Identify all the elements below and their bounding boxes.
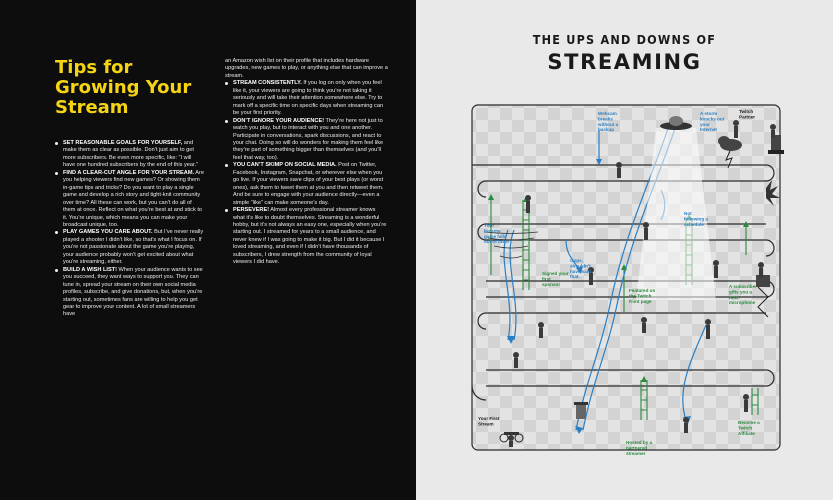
label-first-stream: Your First Stream [478,416,500,427]
tip-body: When your audience wants to see you succeed, they want ways to support you. They can tune in, spread your stream on their own social media profiles, subscribe, and give donations, but, when you’re starting out, sometimes fans are willing to help you get gear to improve your content. A lot of small streamers have [63,266,203,318]
tip-heading: STREAM CONSISTENTLY. [233,80,302,87]
tip-body: Post on Twitter, Facebook, Instagram, Snapchat, or wherever else when you go live. If your viewers save clips of your best plays (or worst ones), ask them to tweet them at you and then retweet them. And be sure to engage with your audience directly—even a simple “like” can make someone’s day. [233,162,384,206]
label-webcam: Webcam breaks without a backup [598,111,619,133]
title-line-3: Stream [55,97,129,118]
label-favorite-game: Your favorite game falls out of favor [484,223,510,245]
tip-item [225,80,388,117]
label-storm: A storm knocks out your Internet [700,111,725,133]
tip-item [55,229,205,266]
tip-item [55,140,205,170]
tip-body: Almost every professional streamer knows what it’s like to doubt themselves. Streaming is a wonderful hobby, but it’s not always an easy one, especially when you’re starting out. I streamed for years to a small audience, and never knew if I was going to make it big. But I did it because I loved streaming, and even if I didn’t have thousands of subscribers, I drew strength from the community of loyal viewers I did have. [233,207,387,266]
label-not-following: Not following a schedule [684,211,708,227]
label-signed-sponsor: Signed your first sponsor [542,271,569,287]
board-frame [472,105,780,450]
infographic-title: STREAMING [547,50,702,74]
page-title [55,58,205,118]
title-line-2: Growing Your [55,77,192,98]
infographic-subtitle: THE UPS AND DOWNS OF [532,32,717,47]
tip-item [225,118,388,163]
tip-item [55,267,205,319]
tip-heading: BUILD A WISH LIST! [63,266,117,273]
tip-heading: FIND A CLEAR-CUT ANGLE FOR YOUR STREAM. [63,169,195,176]
tip-heading: PLAY GAMES YOU CARE ABOUT. [63,229,153,236]
label-affiliate: Become a Twitch Affiliate [738,420,760,436]
tip-item [225,162,388,207]
tip-body: and make them as clear as possible. Don’t just aim to get more subscribers. Be even more specific, like: “I will have one hundred subscribers by the end of this year.” [63,140,198,169]
tip-body: Are you helping viewers find new games? Or showing them in-game tips and tricks? Do you want to play a single game and develop a rich story and tight-knit community over time? All these can work, but you can’t do all of them at once. Reflect on what you’re best at and stick to it. You’re unique, which means you can make your broadcast unique, too. [63,169,204,228]
title-line-1: Tips for [55,57,133,78]
tip-heading: SET REASONABLE GOALS FOR YOURSELF, [63,140,183,146]
tips-column-1 [55,140,205,319]
label-twitch-partner: Twitch Partner [739,109,756,120]
tip-body: But I’ve never really played a shooter I didn’t like, so that’s what I focus on. If you’re not passionate about the game you’re playing, your audience probably won’t get excited about what you’re streaming, either. [63,229,204,266]
tip-heading: DON’T IGNORE YOUR AUDIENCE! [233,117,325,124]
label-oops: Oops, shouldn’t have said that. [570,258,591,280]
tips-column-2 [225,58,388,267]
tip-item [55,170,205,230]
trash-can-icon [574,402,588,419]
right-page [416,0,833,500]
tip-body: If you log on only when you feel like it, your viewers are going to think you’re not taking it seriously and will take their attention somewhere else. Try to mark off a specific time on specific days when streaming can be your first priority. [233,80,384,117]
continued-text: an Amazon wish list on their profile that includes hardware upgrades, new games to play, or anything else that can improve a stream. [225,58,388,79]
label-subscriber-gift: A subscriber gifts you a new microphone [729,284,757,306]
label-featured: Featured on the Twitch front page [629,288,656,304]
tip-item [225,207,388,267]
tip-heading: PERSEVERE! [233,207,270,214]
tip-body: They’re here not just to watch you play, but to interact with you and one another. Participate in conversations, spark discussions, and react to your chat. Doing so will do wonders for making them feel like they’re part of something bigger than themselves (and you’ll feel that way, too). [233,117,384,161]
board-illustration [416,0,833,500]
left-page [0,0,416,500]
tip-heading: YOU CAN’T SKIMP ON SOCIAL MEDIA. [233,162,337,169]
label-hosted: Hosted by a partnered streamer [626,440,653,456]
